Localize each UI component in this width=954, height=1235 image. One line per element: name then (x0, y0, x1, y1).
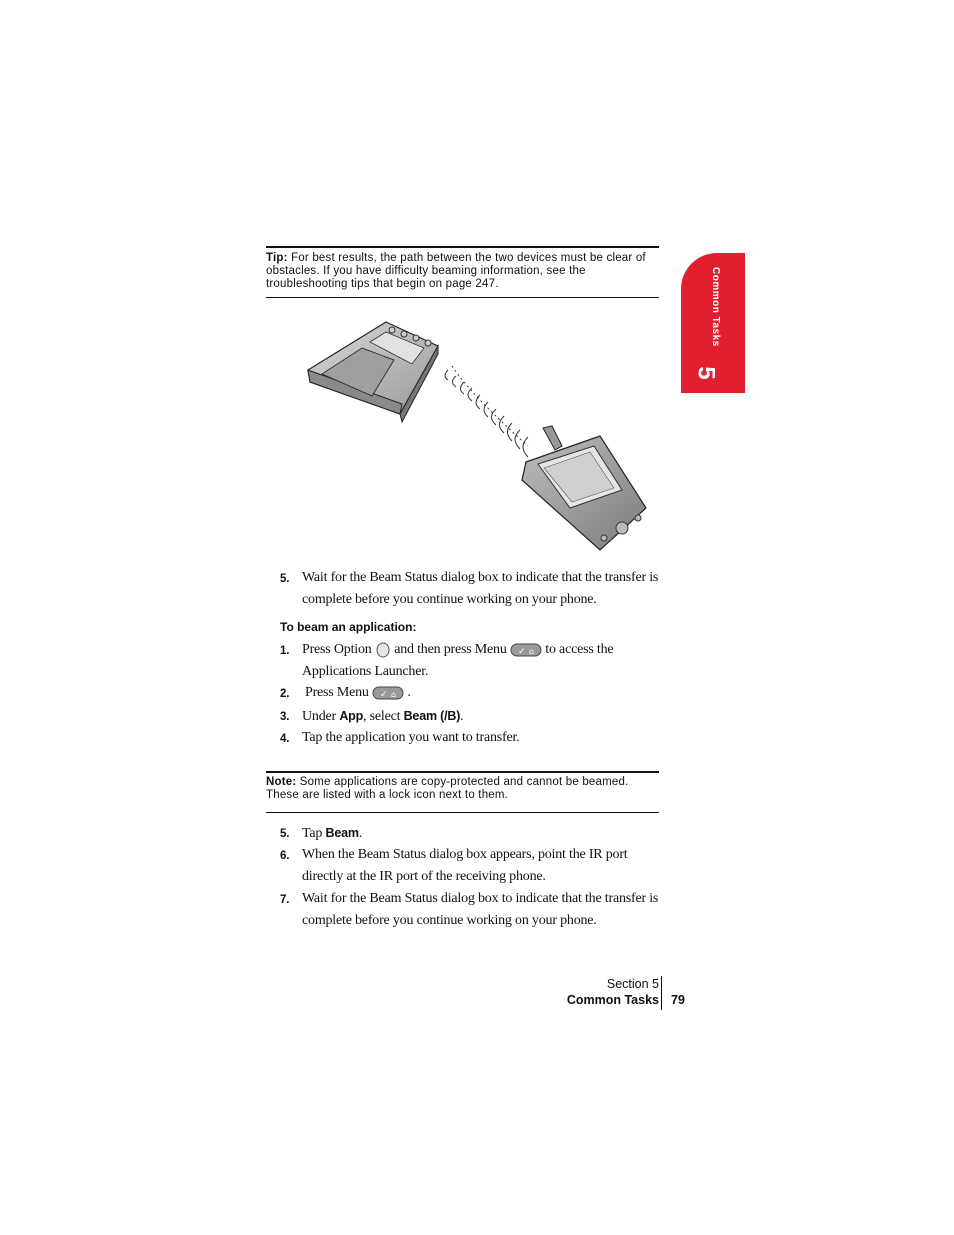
step-text-mid: and then press Menu (394, 642, 507, 657)
sending-device (308, 322, 438, 422)
receiving-phone (522, 426, 646, 550)
step-4 (280, 727, 660, 749)
note-box (266, 771, 659, 813)
step-3 (280, 705, 660, 728)
chapter-tab-label: Common Tasks (710, 267, 721, 347)
step-text-post: . (407, 685, 411, 700)
step-text-post: to access the Applications Launcher. (302, 642, 614, 679)
step-number: 3. (280, 711, 290, 723)
svg-text:✓: ✓ (380, 689, 388, 700)
svg-text:✓: ✓ (517, 646, 526, 657)
step-6 (280, 844, 660, 888)
svg-text:⌂: ⌂ (528, 646, 534, 656)
chapter-tab-number: 5 (692, 366, 720, 380)
step-number: 5. (280, 828, 290, 840)
beam-command-name: Beam (/B) (403, 709, 461, 723)
step-text-post: . (358, 826, 363, 841)
step-5-first (280, 567, 660, 611)
svg-text:⌂: ⌂ (391, 689, 396, 699)
step-text-pre: Tap (302, 826, 323, 841)
step-2 (280, 682, 660, 704)
step-text-mid: , select (363, 709, 401, 724)
ir-beam (445, 366, 528, 457)
step-number: 2. (280, 688, 290, 700)
note-text: Some applications are copy-protected and cannot be beamed. These are listed with a lock icon next to them. (266, 776, 629, 801)
tip-box (266, 246, 659, 298)
chapter-tab (681, 253, 745, 393)
step-number: 4. (280, 733, 290, 745)
beaming-illustration (300, 318, 650, 554)
step-5-second (280, 822, 660, 845)
beam-button-name: Beam (325, 826, 359, 840)
step-text: Tap the application you want to transfer. (302, 730, 520, 745)
step-number: 7. (280, 894, 290, 906)
footer-section: Section 5 (606, 977, 659, 991)
step-number: 5. (280, 573, 290, 585)
step-text-pre: Press Option (302, 642, 372, 657)
step-7 (280, 888, 660, 932)
step-1 (280, 639, 660, 683)
tip-label: Tip: (266, 252, 288, 264)
step-number: 6. (280, 850, 290, 862)
step-text: When the Beam Status dialog box appears, point the IR port directly at the IR port of the receiving phone. (302, 847, 628, 884)
footer-divider (661, 976, 662, 1010)
menu-button-icon (372, 686, 404, 700)
step-text-pre: Under (302, 709, 336, 724)
app-menu-name: App (339, 709, 364, 723)
menu-button-icon (510, 643, 542, 657)
step-text: Wait for the Beam Status dialog box to indicate that the transfer is complete before you continue working on your phone. (302, 891, 659, 928)
section-subheading: To beam an application: (280, 620, 417, 634)
option-button-icon (375, 642, 391, 658)
page-number: 79 (671, 993, 685, 1007)
step-text: Wait for the Beam Status dialog box to indicate that the transfer is complete before you continue working on your phone. (302, 570, 659, 607)
note-label: Note: (266, 776, 297, 788)
step-text-pre: Press Menu (305, 685, 369, 700)
step-number: 1. (280, 645, 290, 657)
step-text-post: . (460, 709, 464, 724)
footer-title: Common Tasks (566, 993, 659, 1007)
tip-text: For best results, the path between the two devices must be clear of obstacles. If you have difficulty beaming information, see the troubleshooting tips that begin on page 247. (266, 252, 646, 290)
